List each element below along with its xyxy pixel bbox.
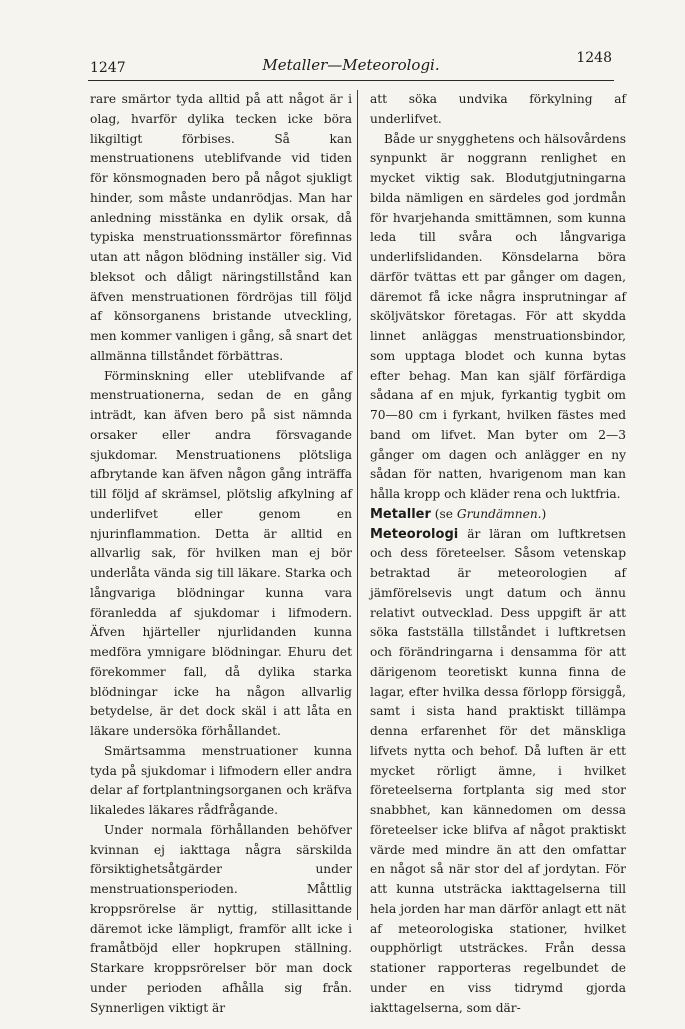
- paragraph: Under normala förhållanden behöfver kvinnan ej iakttaga några särskilda försiktighetsåtgärder under menstruationsperioden. Måttlig kroppsrörelse är nyttig, stillasittande däremot icke lämpligt, framför allt icke i framåtböjd eller hopkrupen ställning. Starkare kroppsrörelser bör man dock under perioden afhålla sig från. Synnerligen viktigt är: [90, 822, 352, 1015]
- page-header: [90, 50, 612, 80]
- left-column: [90, 90, 352, 1018]
- page-number-left: 1247: [90, 60, 126, 76]
- cross-reference-open: (se: [434, 506, 457, 521]
- paragraph: Både ur snygghetens och hälsovårdens synpunkt är noggrann renlighet en mycket viktig sak. Blodutgjutningarna bilda nämligen en särdeles god jordmån för hvarjehanda smittämnen, som kunna leda till svåra och långvariga underlifslidanden. Könsdelarna böra därför tvättas ett par gånger om dagen, däremot få icke några insprutningar af sköljvätskor företagas. För att skydda linnet anläggas menstruationsbindor, som upptaga blodet och kunna bytas efter behag. Man kan själf förfärdiga sådana af en mjuk, fyrkantig tygbit om 70—80 cm i fyrkant, hvilken fästes med band om lifvet. Man byter om 2—3 gånger om dagen och anlägger en ny sådan för natten, hvarigenom man kan hålla kropp och kläder rena och luktfria.: [370, 131, 626, 501]
- cross-reference-close: ): [541, 506, 547, 521]
- paragraph: Smärtsamma menstruationer kunna tyda på sjukdomar i lifmodern eller andra delar af fortplantningsorganen och kräfva likaledes läkares rådfrågande.: [90, 743, 352, 817]
- paragraph: Förminskning eller uteblifvande af menstruationerna, sedan de en gång inträdt, kan äfven bero på sist nämnda orsaker eller andra försvagande sjukdomar. Menstruationens plötsliga afbrytande kan äfven någon gång inträffa till följd af skrämsel, plötslig afkylning af underlifvet eller genom en njurinflammation. Detta är alltid en allvarlig sak, för hvilken man ej bör underlåta vända sig till läkare. Starka och långvariga blödningar kunna vara föranledda af sjukdomar i lifmodern. Äfven hjärteller njurlidanden kunna medföra ymnigare blödningar. Ehuru det förekommer fall, då dylika starka blödningar icke ha någon allvarlig betydelse, är det dock skäl i att låta en läkare undersöka förhållandet.: [90, 368, 352, 738]
- entry-term: Meteorologi: [370, 526, 459, 542]
- paragraph: rare smärtor tyda alltid på att något är i olag, hvarför dylika tecken icke böra likgiltigt förbises. Så kan menstruationens uteblifvande vid tiden för könsmognaden bero på något sjukligt hinder, som måste undanrödjas. Man har anledning misstänka en dylik orsak, då typiska menstruationssmärtor förefinnas utan att någon blödning inställer sig. Vid bleksot och dåligt näringstillstånd kan äfven menstruationen fördröjas till följd af könsorganens bristande utveckling, men kommer vanligen i gång, så snart det allmänna tillståndet förbättras.: [90, 92, 352, 363]
- cross-reference-target: Grundämnen.: [456, 506, 542, 521]
- header-rule: [88, 80, 614, 81]
- entry-term: Metaller: [370, 506, 431, 522]
- right-column: [370, 90, 626, 1018]
- entry-metaller: [370, 505, 626, 525]
- column-divider: [357, 90, 358, 920]
- entry-text: är läran om luftkretsen och dess företeelser. Såsom vetenskap betraktad är meteorologien af jämförelsevis ungt datum och ännu relativt outvecklad. Dess uppgift är att söka fastställa tillståndet i luftkretsen och förändringarna i densamma för att därigenom teoretiskt kunna finna de lagar, efter hvilka dessa förlopp försiggå, samt i sista hand praktiskt tillämpa denna erfarenhet för det mänskliga lifvets nytta och behof. Då luften är ett mycket rörligt ämne, i hvilket företeelserna fortplanta sig med stor snabbhet, kan kännedomen om dessa företeelser icke blifva af något praktiskt värde med mindre än att den omfattar en något så när stor del af jordytan. För att kunna utsträcka iakttagelserna till hela jorden har man därför anlagt ett nät af meteorologiska stationer, hvilket oupphörligt utsträckes. Från dessa stationer rapporteras regelbundet de under en viss tidrymd gjorda iakttagelserna, som där-: [370, 526, 626, 1015]
- running-title: Metaller—Meteorologi.: [262, 56, 440, 74]
- paragraph: att söka undvika förkylning af underlifvet.: [370, 92, 626, 126]
- page-number-right: 1248: [576, 50, 612, 66]
- entry-meteorologi: [370, 525, 626, 1019]
